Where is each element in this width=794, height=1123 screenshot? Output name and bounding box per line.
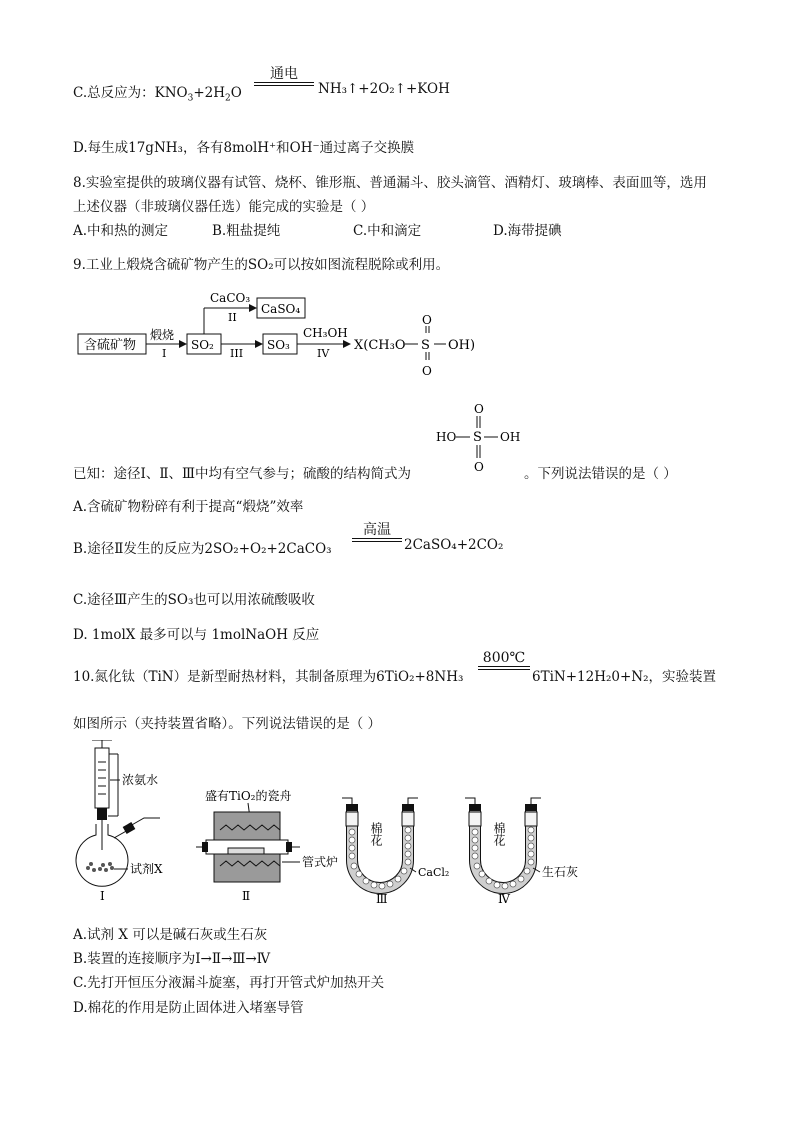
so2-label: SO₂	[191, 338, 214, 352]
q8-stem-line1: 8.实验室提供的玻璃仪器有试管、烧杯、锥形瓶、普通漏斗、胶头滴管、酒精灯、玻璃棒、表面皿等，选用	[73, 175, 707, 191]
q9-known-post: 。下列说法错误的是（ ）	[524, 466, 677, 482]
q8-option-d: D.海带提碘	[493, 223, 562, 239]
apparatus-ii	[196, 788, 338, 903]
q10-option-c: C.先打开恒压分液漏斗旋塞，再打开管式炉加热开关	[73, 975, 385, 991]
step4-label: IV	[317, 347, 330, 360]
cacl2-label: CaCl₂	[418, 866, 450, 879]
apparatus-i	[76, 740, 163, 903]
q7-products: NH₃↑+2O₂↑+KOH	[318, 81, 450, 97]
calcine-label: 煅烧	[150, 328, 175, 342]
q7-option-c: C.总反应为：$KNO_3+2H_2O$	[73, 85, 242, 104]
q10-option-d: D.棉花的作用是防止固体进入堵塞导管	[73, 1000, 304, 1016]
apparatus-i-label: Ⅰ	[100, 889, 105, 903]
cotton-label-iii: 棉花	[369, 822, 383, 846]
x-oxygen-bottom: O	[422, 364, 432, 378]
x-hydroxyl: OH)	[448, 338, 476, 353]
q9-option-a: A.含硫矿物粉碎有利于提高“煅烧”效率	[73, 499, 304, 515]
q9-option-c: C.途径Ⅲ产生的SO₃也可以用浓硫酸吸收	[73, 592, 315, 608]
ammonia-label: 浓氨水	[122, 773, 159, 787]
q9-option-d: D. 1molX 最多可以与 1molNaOH 反应	[73, 627, 320, 643]
acid-oh: OH	[500, 430, 521, 444]
lime-label: 生石灰	[542, 865, 579, 879]
q10-apparatus-figure	[70, 740, 610, 910]
q10-stem-post: 6TiN+12H₂0+N₂，实验装置	[532, 669, 717, 685]
boat-label: 盛有TiO₂的瓷舟	[205, 789, 292, 803]
q9-flow-diagram	[70, 284, 510, 384]
caco3-label: CaCO₃	[210, 291, 251, 305]
q7-option-d: D.每生成17gNH₃，各有8molH⁺和OH⁻通过离子交换膜	[73, 140, 415, 156]
q10-option-a: A.试剂 X 可以是碱石灰或生石灰	[73, 927, 268, 943]
step1-label: I	[162, 347, 167, 360]
acid-sulfur: S	[473, 430, 482, 445]
q9-option-b-post: 2CaSO₄+2CO₂	[404, 537, 504, 553]
q10-option-b: B.装置的连接顺序为Ⅰ→Ⅱ→Ⅲ→Ⅳ	[73, 951, 271, 967]
q9-option-b-condition: 高温	[352, 522, 402, 542]
apparatus-iii	[342, 798, 449, 906]
caso4-label: CaSO₄	[261, 302, 301, 316]
furnace-label: 管式炉	[302, 855, 339, 869]
q9-known-pre: 已知：途径Ⅰ、Ⅱ、Ⅲ中均有空气参与；硫酸的结构简式为	[73, 466, 412, 482]
ore-label: 含硫矿物	[84, 338, 137, 353]
cotton-label-iv: 棉花	[492, 822, 506, 846]
apparatus-iii-label: Ⅲ	[376, 892, 388, 906]
x-sulfur: S	[421, 338, 430, 353]
apparatus-ii-label: Ⅱ	[242, 889, 251, 903]
q10-stem-pre: 10.氮化钛（TiN）是新型耐热材料，其制备原理为6TiO₂+8NH₃	[73, 669, 464, 685]
apparatus-iv	[465, 798, 578, 906]
q8-option-b: B.粗盐提纯	[212, 223, 281, 239]
q8-option-c: C.中和滴定	[353, 223, 422, 239]
apparatus-iv-label: Ⅳ	[498, 892, 510, 906]
q10-condition: 800℃	[478, 650, 530, 670]
q10-stem-line2: 如图所示（夹持装置省略）。下列说法错误的是（ ）	[73, 716, 382, 732]
sulfuric-acid-structure	[432, 400, 532, 480]
q7-reaction-condition: 通电	[254, 66, 314, 86]
acid-oxygen-bottom: O	[474, 460, 484, 474]
acid-oxygen-top: O	[474, 402, 484, 416]
reagent-label: 试剂X	[130, 862, 163, 876]
q8-option-a: A.中和热的测定	[73, 223, 169, 239]
q8-stem-line2: 上述仪器（非玻璃仪器任选）能完成的实验是（ ）	[73, 199, 375, 215]
so3-label: SO₃	[267, 338, 290, 352]
q9-stem: 9.工业上煅烧含硫矿物产生的SO₂可以按如图流程脱除或利用。	[73, 257, 450, 273]
step3-label: III	[230, 347, 244, 360]
acid-ho: HO	[436, 430, 457, 444]
x-oxygen-top: O	[422, 313, 432, 327]
step2-label: II	[228, 311, 237, 324]
x-formula: X(CH₃O	[354, 338, 406, 353]
q9-option-b-pre: B.途径Ⅱ发生的反应为2SO₂+O₂+2CaCO₃	[73, 541, 332, 557]
ch3oh-label: CH₃OH	[303, 326, 348, 340]
